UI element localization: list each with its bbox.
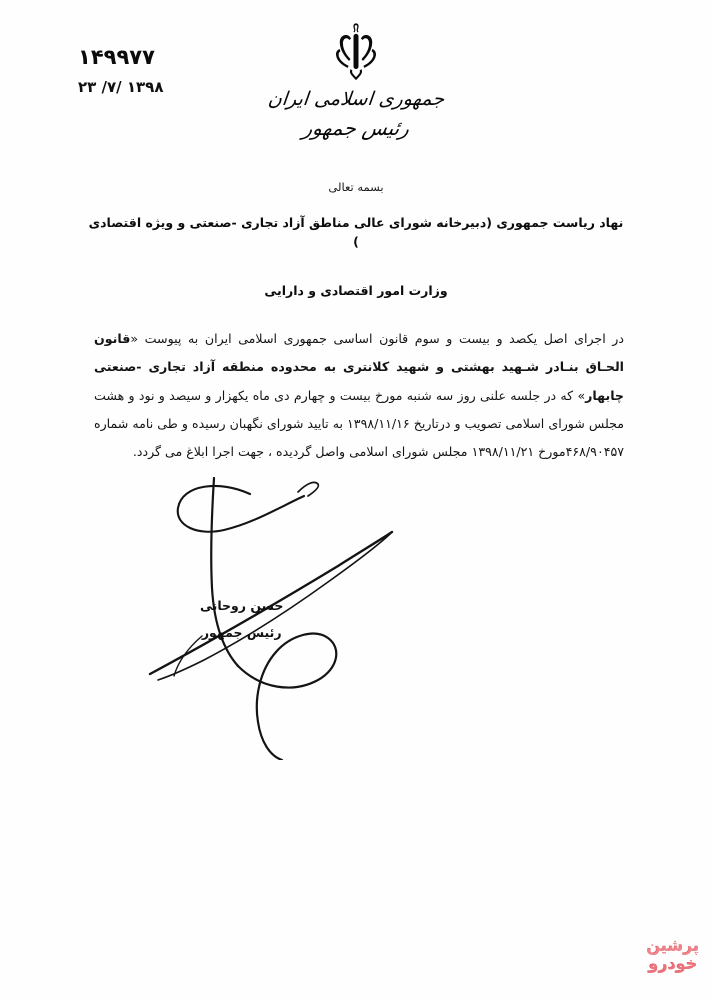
watermark-line-1: پرشین <box>646 935 700 955</box>
registration-number: ۱۴۹۹۷۷ <box>78 45 155 69</box>
watermark-line-2: خودرو <box>648 953 698 973</box>
law-title: قانون الحـاق بنـادر شـهید بهشتی و شهید کلانتری به محدوده منطقه آزاد تجاری -صنعتی چابهار <box>94 331 624 403</box>
body-segment-2: » که در جلسه علنی روز سه شنبه مورخ بیست و چهارم دی ماه یکهزار و سیصد و نود و هشت مجلس شورای اسلامی تصویب و درتاریخ ۱۳۹۸/۱۱/۱۶ به تایید شورای نگهبان رسیده و طی نامه شماره ۴۶۸/۹۰۴۵۷مورخ ۱۳۹۸/۱۱/۲۱ مجلس شورای اسلامی واصل گردیده ، جهت اجرا ابلاغ می گردد. <box>94 387 624 460</box>
emblem-block <box>0 22 712 140</box>
handwritten-signature <box>142 470 472 760</box>
invocation-line: بسمه تعالی <box>328 180 384 194</box>
organization-name: جمهوری اسلامی ایران <box>266 88 446 110</box>
president-role-heading: رئیس جمهور <box>300 116 412 140</box>
signer-name: حسن روحانی <box>200 598 284 613</box>
signature-area <box>142 470 472 760</box>
document-header <box>0 0 712 175</box>
signer-block <box>200 598 283 640</box>
body-segment-1: در اجرای اصل یکصد و بیست و سوم قانون اساسی جمهوری اسلامی ایران به پیوست « <box>130 331 624 346</box>
addressee-block <box>84 214 628 300</box>
addressee-line-2: وزارت امور اقتصادی و دارایی <box>264 282 448 298</box>
registration-date: ۱۳۹۸ /۷/ ۲۳ <box>78 78 164 97</box>
iran-emblem-icon <box>327 22 385 84</box>
signer-title: رئیس جمهور <box>201 625 282 640</box>
watermark-logo <box>642 920 704 990</box>
addressee-line-1: نهاد ریاست جمهوری (دبیرخانه شورای عالی مناطق آزاد تجاری -صنعتی و ویژه اقتصادی ) <box>88 215 624 249</box>
document-body <box>94 325 624 467</box>
